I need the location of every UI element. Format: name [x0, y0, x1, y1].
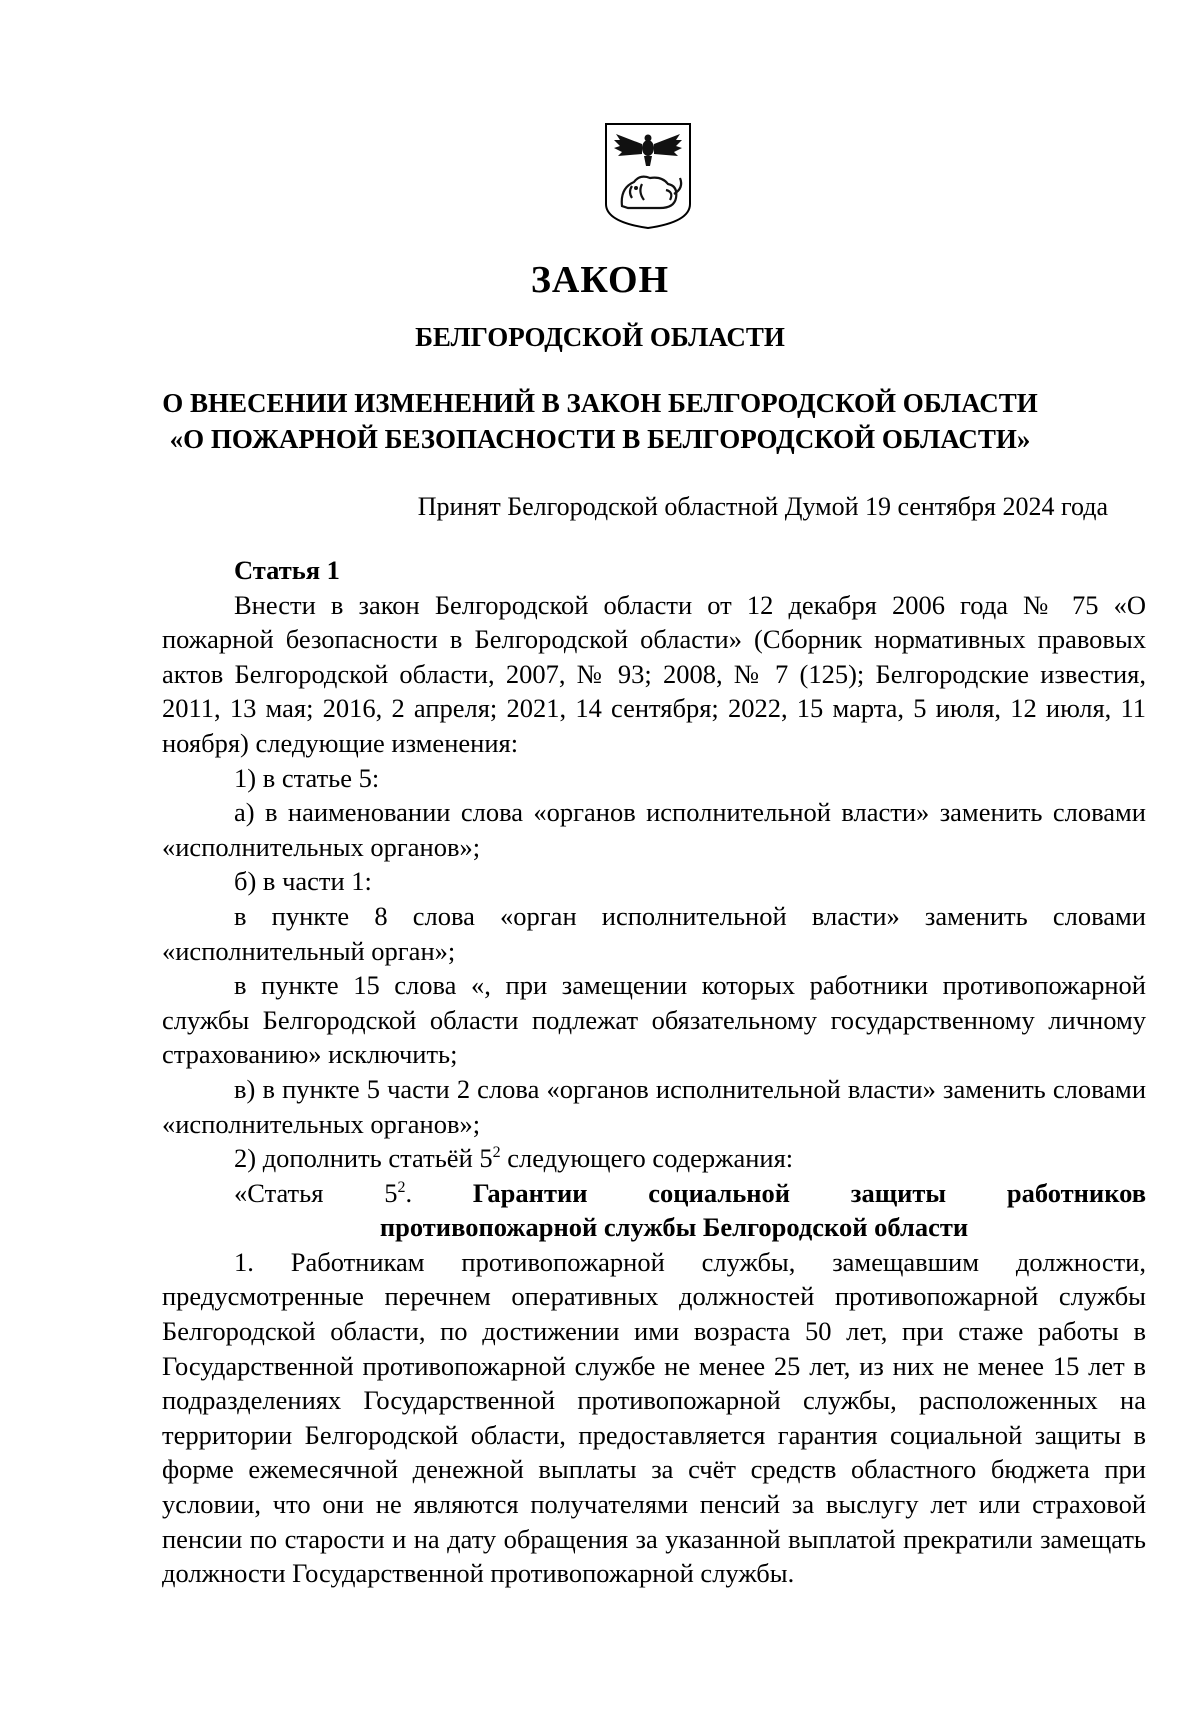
- supplement-paragraph: [162, 1141, 1146, 1176]
- paragraph: Внести в закон Белгородской области от 12 декабря 2006 года № 75 «О пожарной безопасности в Белгородской области» (Сборник нормативных правовых актов Белгородской области, 2007, № 93; 2008, № 7 (125); Белгородские известия, 2011, 13 мая; 2016, 2 апреля; 2021, 14 сентября; 2022, 15 марта, 5 июля, 12 июля, 11 ноября) следующие изменения:: [162, 589, 1146, 758]
- document-body: [162, 553, 1146, 1591]
- supplement-superscript: 2: [492, 1144, 501, 1162]
- paragraph: в пункте 8 слова «орган исполнительной власти» заменить словами «исполнительный орган»;: [162, 900, 1146, 966]
- article-1-label: Статья 1: [234, 555, 340, 585]
- article-5-2-prefix: «Статья 5: [234, 1177, 398, 1208]
- supplement-suffix: следующего содержания:: [500, 1143, 794, 1174]
- article-5-2-paragraph-1: 1. Работникам противопожарной службы, замещавшим должности, предусмотренные перечнем оперативных должностей противопожарной службы Белгородской области, по достижении ими возраста 50 лет, при стаже работы в Государственной противопожарной службе не менее 25 лет, из них не менее 15 лет в подразделениях Государственной противопожарной службы, расположенных на территории Белгородской области, предоставляется гарантия социальной защиты в форме ежемесячной денежной выплаты за счёт средств областного бюджета при условии, что они не являются получателями пенсий за выслугу лет или страховой пенсии по старости и на дату обращения за указанной выплатой прекратили замещать должности Государственной противопожарной службы.: [162, 1246, 1146, 1589]
- supplement-prefix: 2) дополнить статьёй 5: [234, 1143, 493, 1174]
- paragraph: в) в пункте 5 части 2 слова «органов исполнительной власти» заменить словами «исполнительных органов»;: [162, 1073, 1146, 1139]
- article-5-2-title-line-2: противопожарной службы Белгородской области: [379, 1212, 969, 1243]
- article-5-2-superscript: 2: [397, 1178, 406, 1196]
- article-5-2-title-line-1: Гарантии социальной защиты работников: [472, 1177, 1147, 1208]
- article-5-2-heading: [162, 1176, 1146, 1211]
- law-heading-line-2: «О ПОЖАРНОЙ БЕЗОПАСНОСТИ В БЕЛГОРОДСКОЙ ОБЛАСТИ»: [169, 424, 1031, 454]
- law-heading-line-1: О ВНЕСЕНИИ ИЗМЕНЕНИЙ В ЗАКОН БЕЛГОРОДСКОЙ ОБЛАСТИ: [162, 388, 1038, 418]
- paragraph: 1) в статье 5:: [234, 762, 380, 793]
- paragraph: в пункте 15 слова «, при замещении которых работники противопожарной службы Белгородской области подлежат обязательному государственному личному страхованию» исключить;: [162, 970, 1146, 1070]
- document-title: ЗАКОН: [530, 259, 670, 301]
- adoption-note: Принят Белгородской областной Думой 19 сентября 2024 года: [417, 492, 1108, 521]
- paragraph: б) в части 1:: [234, 866, 372, 897]
- article-5-2-dot: .: [405, 1177, 413, 1208]
- law-heading: [0, 385, 1200, 457]
- coat-of-arms-icon: [604, 122, 692, 230]
- document-subtitle: БЕЛГОРОДСКОЙ ОБЛАСТИ: [415, 322, 785, 352]
- paragraph: а) в наименовании слова «органов исполнительной власти» заменить словами «исполнительных органов»;: [162, 797, 1146, 862]
